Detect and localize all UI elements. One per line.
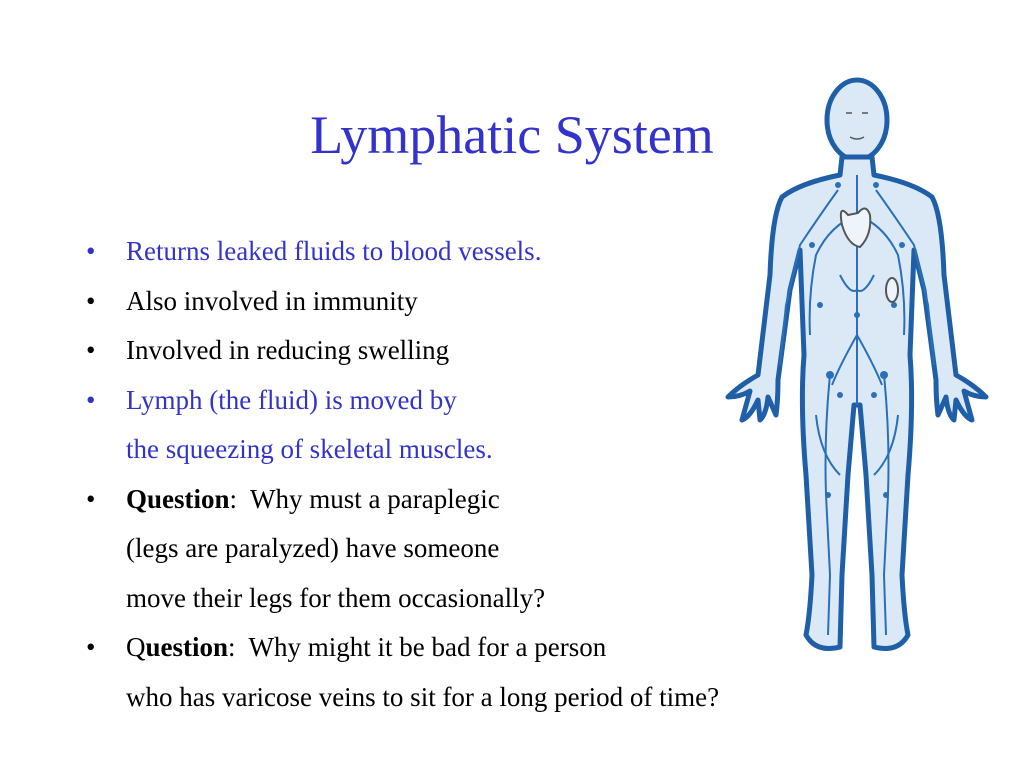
bullet-continuation — [86, 524, 966, 574]
bullet-marker: • — [86, 632, 96, 662]
bullet-continuation — [86, 425, 966, 475]
bullet-marker: • — [86, 384, 96, 415]
bullet-marker: • — [86, 483, 96, 514]
slide-title: Lymphatic System — [310, 105, 714, 165]
bullet-item — [86, 623, 966, 673]
bullet-text: Returns leaked fluids to blood vessels. — [126, 236, 542, 266]
bullet-marker: • — [86, 236, 96, 266]
bullet-list — [86, 227, 966, 722]
question-label: Question — [126, 483, 230, 514]
bullet-marker: • — [86, 335, 96, 365]
bullet-text: Lymph (the fluid) is moved by — [126, 384, 457, 415]
bullet-text: Why might it be bad for a person — [248, 632, 607, 662]
bullet-text: (legs are paralyzed) have someone — [126, 533, 500, 563]
bullet-item — [86, 227, 966, 277]
bullet-continuation — [86, 673, 966, 723]
bullet-item — [86, 277, 966, 327]
question-separator: : — [229, 483, 251, 514]
bullet-item — [86, 475, 966, 525]
bullet-text: Why must a paraplegic — [250, 483, 500, 514]
bullet-text: who has varicose veins to sit for a long period of time? — [126, 681, 720, 712]
question-label: uestion — [145, 632, 229, 662]
bullet-text: Also involved in immunity — [126, 285, 418, 316]
bullet-item — [86, 326, 966, 376]
bullet-text: the squeezing of skeletal muscles. — [126, 434, 493, 464]
question-label-prefix: Q — [126, 632, 146, 662]
bullet-item — [86, 376, 966, 426]
bullet-text: Involved in reducing swelling — [126, 335, 450, 365]
question-separator: : — [228, 632, 249, 662]
bullet-continuation — [86, 574, 966, 624]
bullet-marker: • — [86, 285, 96, 316]
bullet-text: move their legs for them occasionally? — [126, 582, 546, 613]
